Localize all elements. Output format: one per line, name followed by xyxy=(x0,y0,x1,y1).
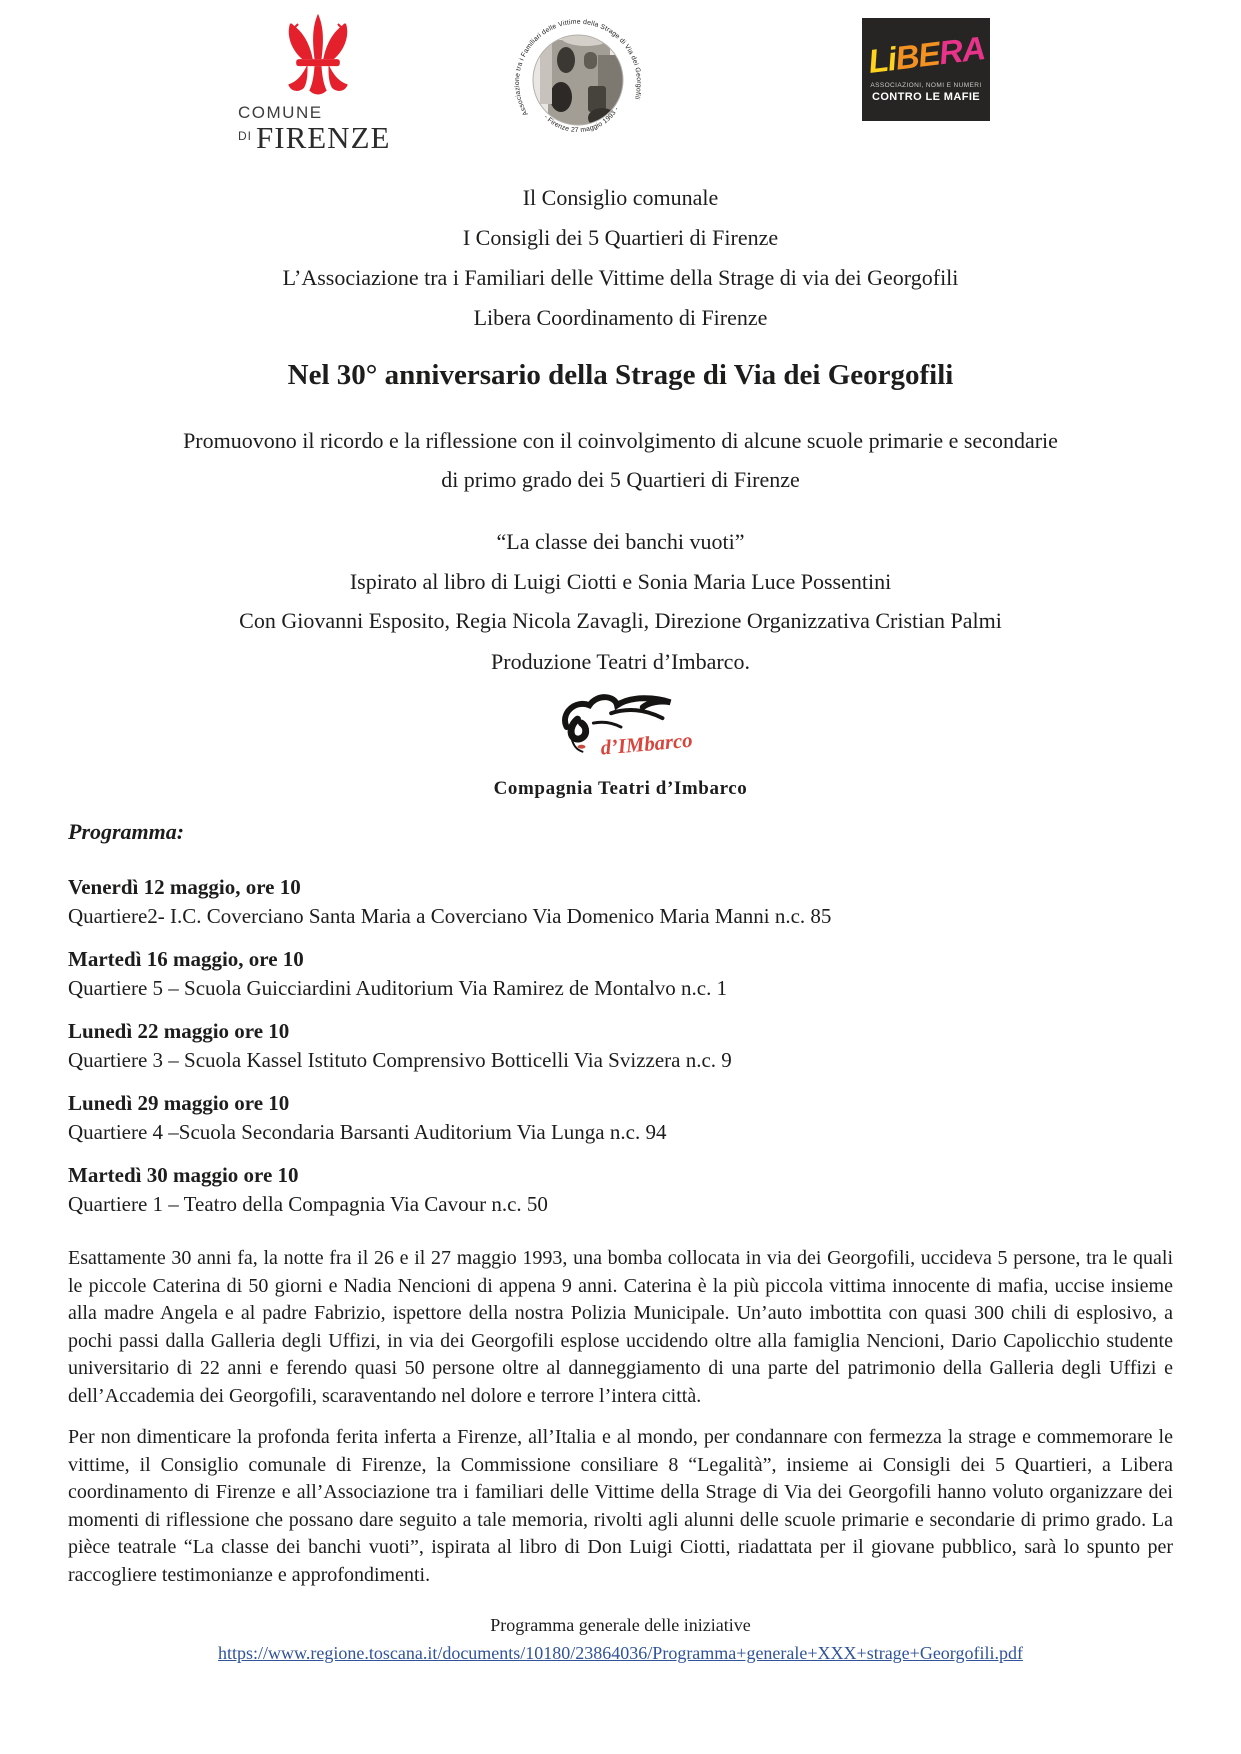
body-paragraph-1: Esattamente 30 anni fa, la notte fra il 26 e il 27 maggio 1993, una bomba collocata in via dei Georgofili, uccideva 5 persone, tra le quali le piccole Caterina di 50 giorni e Nadia Nencioni di appena 9 anni. Caterina è la più piccola vittima innocente di mafia, uccise insieme alla madre Angela e al padre Fabrizio, ispettore della nostra Polizia Municipale. Un’auto imbottita con quasi 300 chili di esplosivo, a pochi passi dalla Galleria degli Uffizi, in via dei Georgofili esplose uccidendo oltre alla famiglia Nencioni, Dario Capolicchio studente universitario di 22 anni e ferendo quasi 50 persone oltre al danneggiamento di una parte del patrimonio della Galleria degli Uffizi e dell’Accademia dei Georgofili, scaraventando nel dolore e terrore l’intera città. xyxy=(68,1247,1173,1407)
program-entry-venue: Quartiere 4 –Scuola Secondaria Barsanti Auditorium Via Lunga n.c. 94 xyxy=(68,1120,667,1144)
association-arc-top-text: Associazione tra i Familiari delle Vittime della Strage di Via dei Georgofili xyxy=(513,18,643,117)
intro-line-2: di primo grado dei 5 Quartieri di Firenze xyxy=(441,467,800,492)
teatri-dimbarco-logo xyxy=(68,687,1173,773)
imbarco-brand-text: d’IMbarco xyxy=(599,729,693,760)
florence-lily-icon xyxy=(272,12,364,108)
imbarco-caption: Compagnia Teatri d’Imbarco xyxy=(493,778,748,799)
program-entry xyxy=(68,1017,1173,1075)
footer-label: Programma generale delle iniziative xyxy=(490,1615,751,1635)
imbarco-ink-sketch-icon xyxy=(542,687,700,771)
header-line-4: Libera Coordinamento di Firenze xyxy=(473,305,768,330)
header-line-3: L’Associazione tra i Familiari delle Vittime della Strage di via dei Georgofili xyxy=(282,265,959,290)
association-arc-bottom-text: - Firenze 27 maggio 1993 - xyxy=(542,106,621,135)
show-inspiration: Ispirato al libro di Luigi Ciotti e Sonia Maria Luce Possentini xyxy=(349,569,892,594)
associazione-vittime-logo xyxy=(496,0,660,150)
intro-line-1: Promuovono il ricordo e la riflessione con il coinvolgimento di alcune scuole primarie e secondarie xyxy=(183,428,1058,453)
firenze-label: FIRENZE xyxy=(256,120,391,155)
libera-wordmark: LiBERA xyxy=(865,29,987,80)
show-title-quote: “La classe dei banchi vuoti” xyxy=(496,529,745,554)
header-line-2: I Consigli dei 5 Quartieri di Firenze xyxy=(462,225,779,250)
libera-logo xyxy=(862,18,990,121)
program-entry-date: Martedì 16 maggio, ore 10 xyxy=(68,947,304,971)
georgofili-association-seal-icon xyxy=(496,0,660,150)
comune-label: COMUNE xyxy=(238,103,323,122)
footer-link-line xyxy=(68,1641,1173,1665)
show-credits: Con Giovanni Esposito, Regia Nicola Zavagli, Direzione Organizzativa Cristian Palmi xyxy=(239,608,1002,633)
libera-tagline: CONTRO LE MAFIE xyxy=(871,91,981,103)
program-entry xyxy=(68,873,1173,931)
page-title: Nel 30° anniversario della Strage di Via dei Georgofili xyxy=(287,359,954,391)
program-entry-venue: Quartiere2- I.C. Coverciano Santa Maria a Coverciano Via Domenico Maria Manni n.c. 85 xyxy=(68,904,832,928)
header-line-1: Il Consiglio comunale xyxy=(522,185,719,210)
program-entry xyxy=(68,1161,1173,1219)
program-entry xyxy=(68,1089,1173,1147)
comune-di-firenze-logo xyxy=(228,12,408,153)
program-entry-date: Martedì 30 maggio ore 10 xyxy=(68,1163,299,1187)
program-entry-date: Venerdì 12 maggio, ore 10 xyxy=(68,875,301,899)
body-paragraph-2: Per non dimenticare la profonda ferita inferta a Firenze, all’Italia e al mondo, per condannare con fermezza la strage e commemorare le vittime, il Consiglio comunale di Firenze, la Commissione consiliare 8 “Legalità”, insieme ai Consigli dei 5 Quartieri, a Libera coordinamento di Firenze e all’Associazione tra i familiari delle Vittime della Strage di Via dei Georgofili hanno voluto organizzare dei momenti di riflessione che possano dare seguito a tale memoria, rivolti agli alunni delle scuole primarie e secondarie di primo grado. La pièce teatrale “La classe dei banchi vuoti”, ispirata al libro di Don Luigi Ciotti, riadattata per il giovane pubblico, sarà lo spunto per raccogliere testimonianze e approfondimenti. xyxy=(68,1426,1173,1586)
program-pdf-link[interactable]: https://www.regione.toscana.it/documents/10180/23864036/Programma+generale+XXX+strage+Georgofili.pdf xyxy=(218,1643,1023,1663)
program-heading: Programma: xyxy=(68,819,185,844)
show-production: Produzione Teatri d’Imbarco. xyxy=(491,649,750,674)
program-entry-date: Lunedì 29 maggio ore 10 xyxy=(68,1091,290,1115)
libera-subtitle: ASSOCIAZIONI, NOMI E NUMERI xyxy=(870,82,982,89)
program-entry xyxy=(68,945,1173,1003)
program-entry-venue: Quartiere 1 – Teatro della Compagnia Via Cavour n.c. 50 xyxy=(68,1192,548,1216)
program-entry-date: Lunedì 22 maggio ore 10 xyxy=(68,1019,290,1043)
comune-di-label: DI xyxy=(238,129,252,143)
program-entry-venue: Quartiere 5 – Scuola Guicciardini Auditorium Via Ramirez de Montalvo n.c. 1 xyxy=(68,976,728,1000)
program-entry-venue: Quartiere 3 – Scuola Kassel Istituto Comprensivo Botticelli Via Svizzera n.c. 9 xyxy=(68,1048,732,1072)
